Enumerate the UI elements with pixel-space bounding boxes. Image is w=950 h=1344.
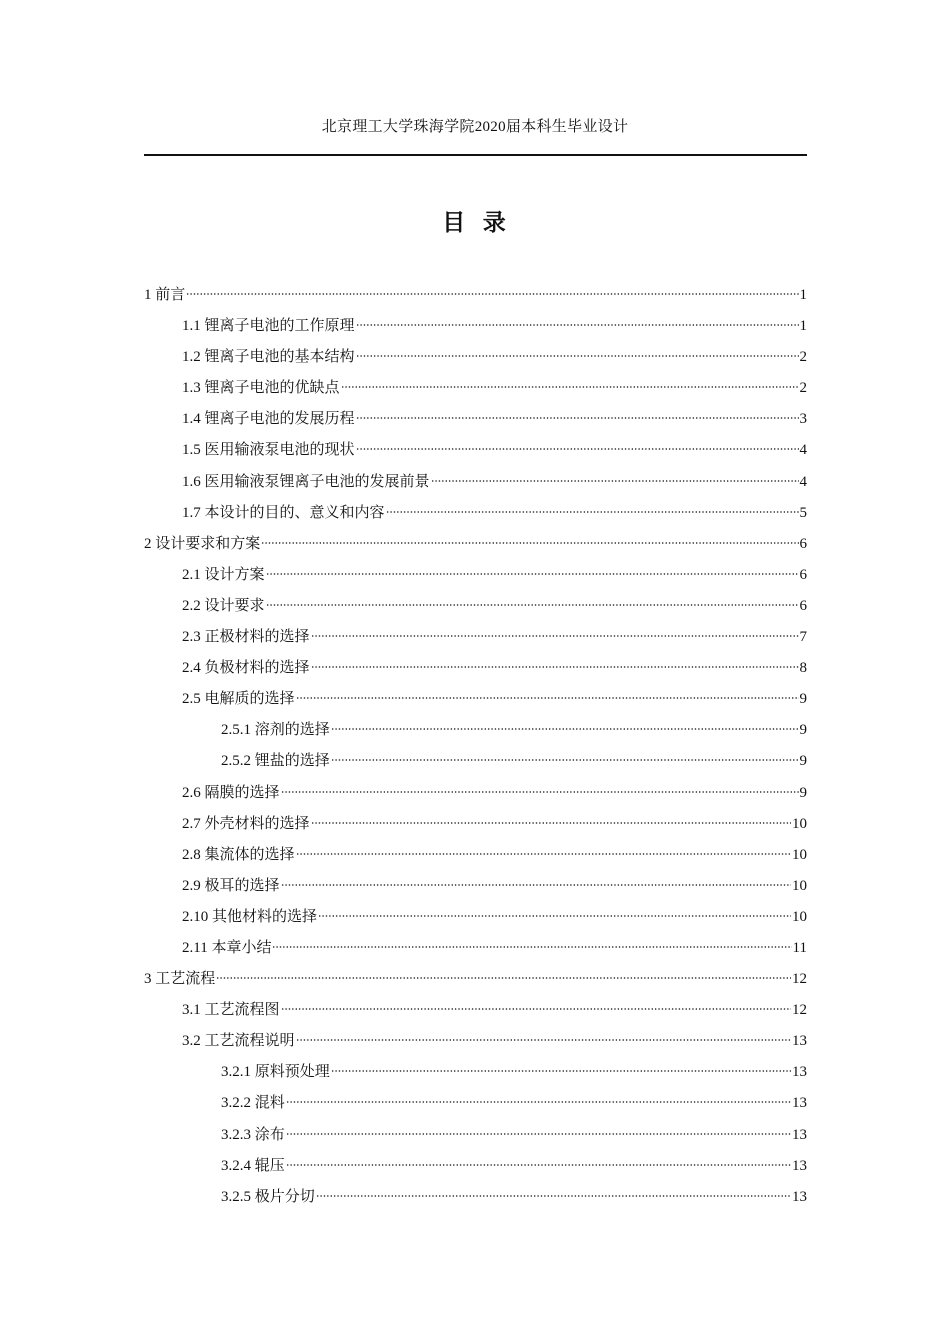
toc-entry-label: 1.4 锂离子电池的发展历程 [182, 411, 355, 428]
toc-entry[interactable] [144, 560, 807, 591]
toc-entry-label: 2.1 设计方案 [182, 566, 265, 583]
toc-dot-leader [331, 728, 799, 730]
toc-dot-leader [316, 1195, 791, 1197]
toc-dot-leader [272, 946, 791, 948]
toc-entry[interactable] [144, 684, 807, 715]
toc-entry[interactable] [144, 1120, 807, 1151]
toc-entry-label: 2.10 其他材料的选择 [182, 908, 318, 925]
toc-entry[interactable] [144, 591, 807, 622]
toc-entry-page-number: 13 [792, 1188, 807, 1205]
toc-entry-label: 2.3 正极材料的选择 [182, 629, 310, 646]
toc-entry-label: 1 前言 [144, 287, 186, 303]
toc-entry-label: 3.2.4 辊压 [221, 1157, 285, 1174]
toc-dot-leader [281, 884, 791, 886]
toc-dot-leader [341, 386, 799, 388]
toc-entry[interactable] [144, 746, 807, 777]
toc-entry-page-number: 6 [799, 597, 807, 614]
toc-dot-leader [311, 822, 791, 824]
header-rule [144, 154, 807, 156]
toc-entry-label: 1.6 医用输液泵锂离子电池的发展前景 [182, 473, 430, 490]
toc-entry[interactable] [144, 404, 807, 435]
toc-dot-leader [331, 1070, 791, 1072]
toc-dot-leader [261, 542, 798, 544]
toc-dot-leader [296, 1039, 791, 1041]
toc-dot-leader [318, 915, 791, 917]
toc-entry-page-number: 1 [799, 287, 807, 303]
toc-entry[interactable] [144, 933, 807, 964]
toc-entry[interactable] [144, 498, 807, 529]
toc-entry-label: 1.1 锂离子电池的工作原理 [182, 318, 355, 335]
toc-entry-page-number: 6 [799, 535, 807, 552]
toc-entry-label: 3.2 工艺流程说明 [182, 1033, 295, 1050]
toc-entry-page-number: 3 [799, 411, 807, 428]
toc-dot-leader [286, 1164, 791, 1166]
toc-entry-label: 1.2 锂离子电池的基本结构 [182, 349, 355, 366]
toc-entry-page-number: 12 [792, 971, 807, 988]
toc-entry-label: 2.2 设计要求 [182, 597, 265, 614]
toc-dot-leader [356, 355, 799, 357]
toc-entry-label: 3 工艺流程 [144, 971, 216, 988]
toc-entry[interactable] [144, 995, 807, 1026]
toc-entry[interactable] [144, 373, 807, 404]
toc-dot-leader [356, 324, 799, 326]
toc-entry-label: 3.1 工艺流程图 [182, 1002, 280, 1019]
toc-entry[interactable] [144, 1151, 807, 1182]
toc-entry-page-number: 13 [792, 1157, 807, 1174]
toc-entry-label: 2.9 极耳的选择 [182, 877, 280, 894]
toc-entry-label: 2.5 电解质的选择 [182, 691, 295, 708]
toc-entry[interactable] [144, 902, 807, 933]
toc-dot-leader [281, 791, 799, 793]
toc-entry-label: 2.4 负极材料的选择 [182, 660, 310, 677]
toc-entry-label: 3.2.5 极片分切 [221, 1188, 315, 1205]
toc-dot-leader [386, 511, 799, 513]
toc-entry-page-number: 8 [799, 660, 807, 677]
toc-dot-leader [286, 1101, 791, 1103]
toc-entry-page-number: 13 [792, 1064, 807, 1081]
toc-dot-leader [431, 480, 799, 482]
toc-entry-label: 2.5.2 锂盐的选择 [221, 753, 330, 770]
toc-entry-label: 1.3 锂离子电池的优缺点 [182, 380, 340, 397]
toc-entry[interactable] [144, 778, 807, 809]
toc-entry-page-number: 10 [792, 815, 807, 832]
toc-entry-label: 2.6 隔膜的选择 [182, 784, 280, 801]
toc-entry-page-number: 2 [799, 349, 807, 366]
toc-entry-label: 3.2.2 混料 [221, 1095, 285, 1112]
toc-entry-page-number: 10 [792, 908, 807, 925]
toc-entry-page-number: 10 [792, 846, 807, 863]
toc-entry-page-number: 9 [799, 753, 807, 770]
toc-dot-leader [266, 604, 799, 606]
toc-entry-page-number: 9 [799, 691, 807, 708]
toc-entry[interactable] [144, 622, 807, 653]
toc-entry[interactable] [144, 1057, 807, 1088]
toc-dot-leader [216, 977, 791, 979]
toc-entry-page-number: 12 [792, 1002, 807, 1019]
toc-dot-leader [296, 853, 791, 855]
toc-entry-page-number: 13 [792, 1126, 807, 1143]
toc-dot-leader [296, 697, 799, 699]
toc-entry-label: 1.5 医用输液泵电池的现状 [182, 442, 355, 459]
toc-entry-page-number: 1 [799, 318, 807, 335]
toc-entry[interactable] [144, 435, 807, 466]
toc-entry[interactable] [144, 1026, 807, 1057]
toc-entry[interactable] [144, 653, 807, 684]
toc-entry-page-number: 11 [792, 939, 807, 956]
toc-entry[interactable] [144, 715, 807, 746]
toc-dot-leader [331, 759, 799, 761]
page-header: 北京理工大学珠海学院2020届本科生毕业设计 [321, 119, 629, 135]
toc-title: 目 录 [442, 210, 508, 235]
toc-entry-page-number: 13 [792, 1095, 807, 1112]
toc-dot-leader [356, 448, 799, 450]
toc-entry-label: 2.8 集流体的选择 [182, 846, 295, 863]
toc-entry-page-number: 2 [799, 380, 807, 397]
toc-entry[interactable] [144, 1088, 807, 1119]
toc-dot-leader [286, 1133, 791, 1135]
toc-dot-leader [311, 666, 799, 668]
toc-entry-page-number: 6 [799, 566, 807, 583]
toc-entry-label: 2.7 外壳材料的选择 [182, 815, 310, 832]
toc-entry[interactable] [144, 467, 807, 498]
toc-entry-page-number: 7 [799, 629, 807, 646]
toc-entry-label: 2.11 本章小结 [182, 939, 272, 956]
toc-entry-label: 3.2.3 涂布 [221, 1126, 285, 1143]
toc-entry[interactable] [144, 280, 807, 311]
toc-dot-leader [311, 635, 799, 637]
toc-entry[interactable] [144, 342, 807, 373]
toc-entry[interactable] [144, 809, 807, 840]
toc-dot-leader [266, 573, 799, 575]
toc-entry-page-number: 13 [792, 1033, 807, 1050]
toc-entry[interactable] [144, 311, 807, 342]
toc-dot-leader [281, 1008, 791, 1010]
toc-entry[interactable] [144, 964, 807, 995]
toc-entry[interactable] [144, 1182, 807, 1213]
toc-dot-leader [356, 417, 799, 419]
toc-entry-label: 1.7 本设计的目的、意义和内容 [182, 504, 385, 521]
toc-entry-page-number: 5 [799, 504, 807, 521]
toc-entry[interactable] [144, 840, 807, 871]
toc-entry-page-number: 9 [799, 722, 807, 739]
toc-entry-label: 2.5.1 溶剂的选择 [221, 722, 330, 739]
toc-entry-page-number: 9 [799, 784, 807, 801]
toc-entry-page-number: 4 [799, 442, 807, 459]
toc-entry-page-number: 4 [799, 473, 807, 490]
toc-entry-label: 2 设计要求和方案 [144, 535, 261, 552]
toc-entry-page-number: 10 [792, 877, 807, 894]
table-of-contents [144, 280, 807, 1213]
toc-dot-leader [186, 293, 798, 295]
toc-entry-label: 3.2.1 原料预处理 [221, 1064, 330, 1081]
toc-entry[interactable] [144, 529, 807, 560]
toc-entry[interactable] [144, 871, 807, 902]
